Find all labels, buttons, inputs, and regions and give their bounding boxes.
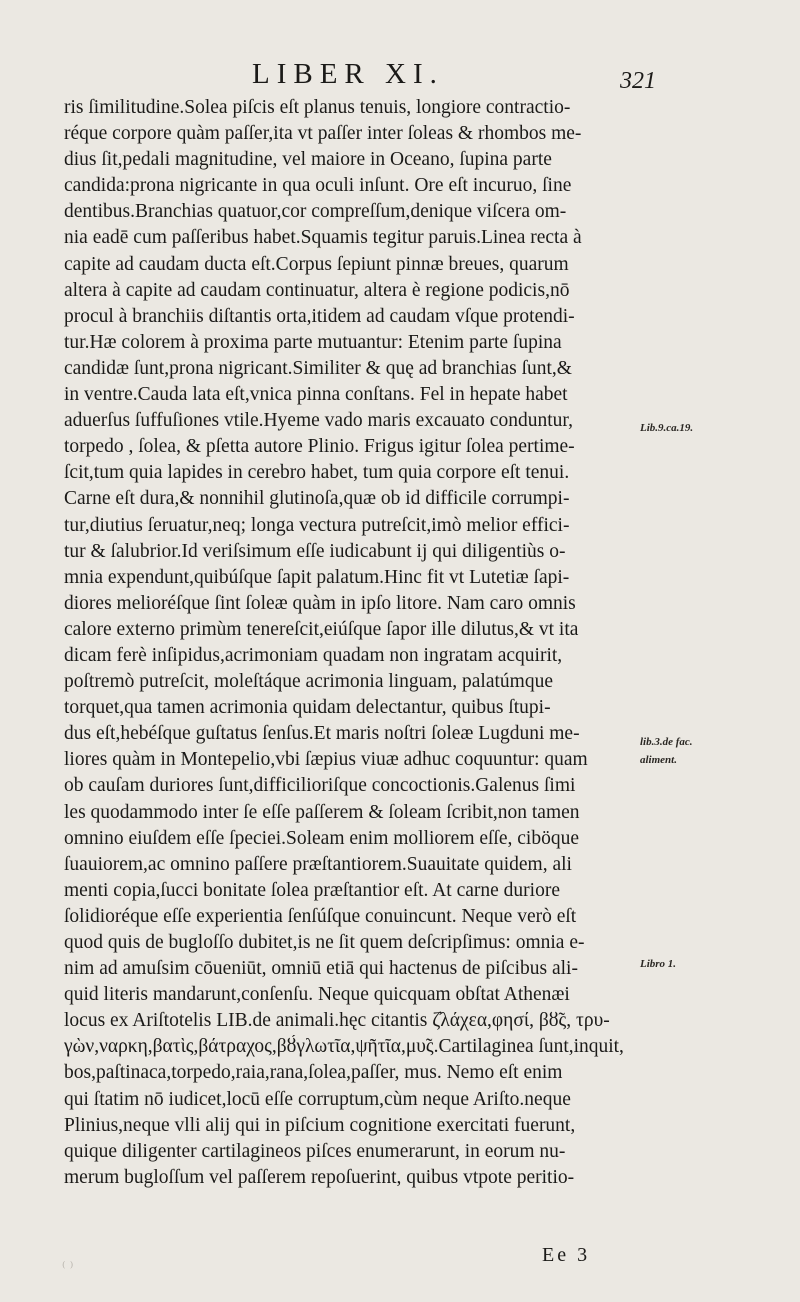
text-line: ob cauſam duriores ſunt,difficilioriſque concoctionis.Galenus ſimi [64, 775, 576, 797]
text-line: quique diligenter cartilagineos piſces enumerarunt, in eorum nu- [64, 1140, 566, 1162]
text-line: dus eſt,hebéſque guſtatus ſenſus.Et maris noſtri ſoleæ Lugduni me- [64, 723, 580, 745]
text-line: tur,diutius ſeruatur,neq; longa vectura putreſcit,imò melior effici- [64, 514, 570, 536]
text-line: torpedo , ſolea, & pſetta autore Plinio. Frigus igitur ſolea pertime- [64, 436, 575, 458]
text-line: candida:prona nigricante in qua oculi inſunt. Ore eſt incuruo, ſine [64, 175, 572, 197]
text-line: qui ſtatim nō iudicet,locū eſſe corruptum,cùm neque Ariſto.neque [64, 1088, 571, 1110]
text-line: capite ad caudam ducta eſt.Corpus ſepiunt pinnæ breues, quarum [64, 253, 569, 275]
text-line: bos,paſtinaca,torpedo,raia,rana,ſolea,paſſer, mus. Nemo eſt enim [64, 1062, 563, 1084]
margin-note-galenus: lib.3.de fac. [640, 736, 693, 748]
margin-note-athenaeus: Libro 1. [640, 958, 677, 970]
signature-mark: Ee 3 [542, 1244, 591, 1266]
text-line: ſcit,tum quia lapides in cerebro habet, tum quia corpore eſt tenui. [64, 462, 570, 484]
text-line: torquet,qua tamen acrimonia quidam delectantur, quibus ſtupi- [64, 697, 551, 719]
text-line: quod quis de bugloſſo dubitet,is ne ſit quem deſcripſimus: omnia e- [64, 932, 585, 953]
faint-bleed-through: ⁽ ⁾ [62, 1260, 74, 1276]
text-line: dius ſit,pedali magnitudine, vel maiore in Oceano, ſupina parte [64, 149, 552, 171]
text-line: quid literis mandarunt,conſenſu. Neque quicquam obſtat Athenæi [64, 984, 570, 1006]
text-line: γὼν,ναρκη,βατὶς,βάτραχος,βȣ́γλωτῖα,ψῆτῖα,μυ̃ς.Cartilaginea ſunt,inquit, [64, 1036, 624, 1058]
text-line: omnino eiuſdem eſſe ſpeciei.Soleam enim molliorem eſſe, ciböque [64, 827, 579, 849]
text-line: merum bugloſſum vel paſſerem repoſuerint, quibus vtpote peritio- [64, 1166, 575, 1188]
text-line: réque corpore quàm paſſer,ita vt paſſer inter ſoleas & rhombos me- [64, 123, 582, 145]
text-line: les quodammodo inter ſe eſſe paſſerem & ſoleam ſcribit,non tamen [64, 801, 580, 823]
page-number: 321 [620, 68, 656, 94]
text-line: ſuauiorem,ac omnino paſſere præſtantiorem.Suauitate quidem, ali [64, 853, 572, 875]
text-line: tur.Hæ colorem à proxima parte mutuantur: Etenim parte ſupina [64, 331, 562, 353]
text-line: in ventre.Cauda lata eſt,vnica pinna conſtans. Fel in hepate habet [64, 384, 568, 406]
text-line: aduerſus ſuffuſiones vtile.Hyeme vado maris excauato conduntur, [64, 410, 573, 432]
text-line: ſolidioréque eſſe experientia ſenſúſque conuincunt. Neque verò eſt [64, 905, 577, 927]
text-line: procul à branchiis diſtantis orta,itidem ad caudam vſque protendi- [64, 305, 575, 327]
text-line: candidæ ſunt,prona nigricant.Similiter & quę ad branchias ſunt,& [64, 357, 572, 379]
text-line: menti copia,ſucci bonitate ſolea præſtantior eſt. At carne duriore [64, 879, 560, 901]
text-line: Plinius,neque vlli alij qui in piſcium cognitione exercitati fuerunt, [64, 1114, 576, 1136]
text-line: liores quàm in Montepelio,vbi ſæpius viuæ adhuc coquuntur: quam [64, 749, 588, 771]
text-line: Carne eſt dura,& nonnihil glutinoſa,quæ ob id difficile corrumpi- [64, 488, 570, 510]
text-line: altera à capite ad caudam continuatur, altera è regione podicis,nō [64, 279, 570, 301]
margin-note-galenus-cont: aliment. [640, 754, 677, 766]
text-line: dentibus.Branchias quatuor,cor compreſſum,denique viſcera om- [64, 201, 567, 223]
text-line: ris ſimilitudine.Solea piſcis eſt planus tenuis, longiore contractio- [64, 97, 571, 118]
text-line: locus ex Ariſtotelis LIB.de animali.hęc citantis ζ̓λάχεα,φησί, βȣ̃ς, τρυ- [64, 1010, 610, 1032]
text-line: calore externo primùm tenereſcit,eiúſque ſapor ille dilutus,& vt ita [64, 618, 579, 640]
text-line: diores melioréſque ſint ſoleæ quàm in ipſo litore. Nam caro omnis [64, 592, 576, 614]
text-line: tur & ſalubrior.Id veriſsimum eſſe iudicabunt ij qui diligentiùs o- [64, 540, 566, 562]
running-head: LIBER XI. [252, 58, 444, 90]
text-line: poſtremò putreſcit, moleſtáque acrimonia linguam, palatúmque [64, 671, 553, 693]
text-line: nim ad amuſsim cōueniūt, omniū etiā qui hactenus de piſcibus ali- [64, 958, 578, 980]
body-text [64, 95, 624, 1191]
text-line: nia eadē cum paſſeribus habet.Squamis tegitur paruis.Linea recta à [64, 227, 582, 249]
text-line: mnia expendunt,quibúſque ſapit palatum.Hinc fit vt Lutetiæ ſapi- [64, 566, 570, 588]
text-line: dicam ferè inſipidus,acrimoniam quadam non ingratam acquirit, [64, 644, 563, 666]
margin-note-plinius: Lib.9.ca.19. [640, 422, 694, 434]
